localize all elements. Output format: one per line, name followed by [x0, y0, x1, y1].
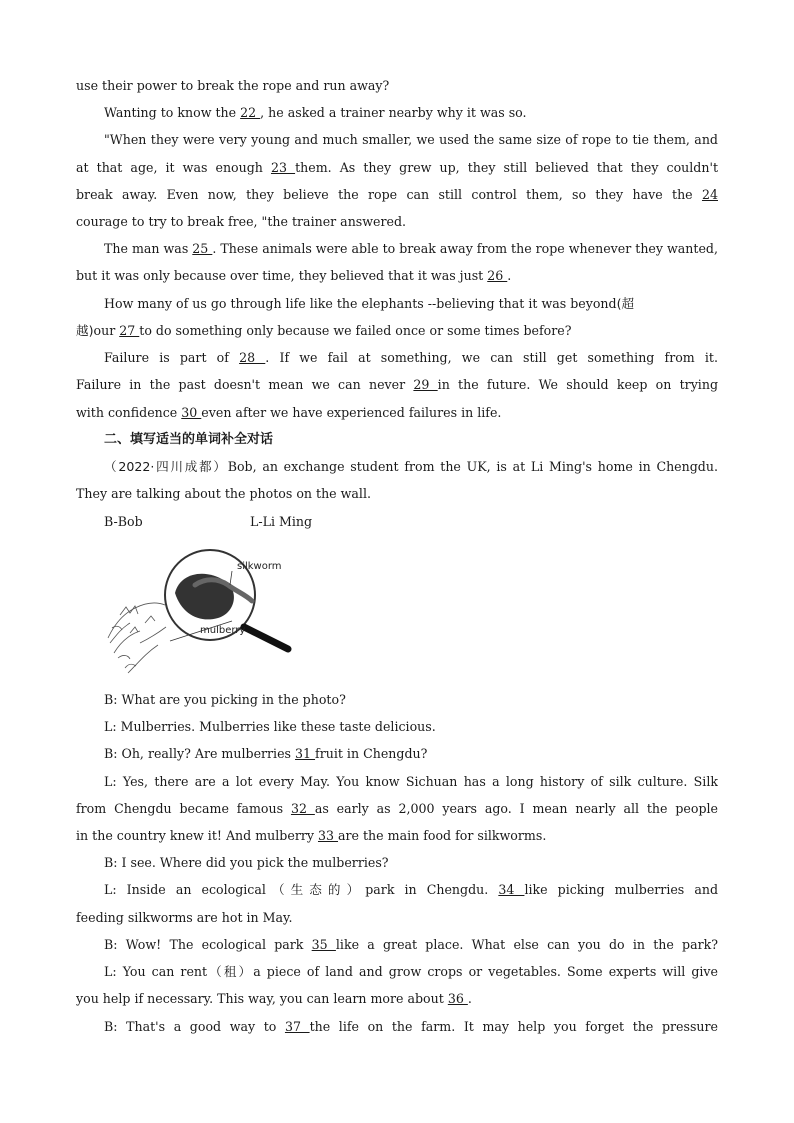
section-intro-2	[76, 486, 718, 502]
silkworm-label: silkworm	[237, 561, 282, 572]
magnifier-handle-icon	[244, 627, 288, 649]
dialogue-line-2	[104, 719, 718, 735]
blank-33[interactable]: 33	[317, 828, 339, 843]
text: are the main food for silkworms.	[338, 828, 547, 843]
silkworm-pointer	[230, 571, 232, 585]
text: B: What are you picking in the photo?	[104, 692, 346, 707]
text: even after we have experienced failures in life.	[201, 405, 502, 420]
text: （生态的）	[265, 882, 366, 897]
text: How many of us go through life like the elephants --believing that it was beyond	[104, 296, 617, 311]
blank-26[interactable]: 26	[487, 268, 508, 283]
text: park in Chengdu.	[365, 882, 499, 897]
passage-line-11	[104, 350, 718, 366]
dialogue-line-10	[104, 937, 718, 953]
blank-35[interactable]: 35	[311, 937, 336, 952]
dialogue-line-5	[76, 801, 718, 817]
passage-line-10	[76, 323, 718, 339]
blank-24[interactable]: 24	[701, 187, 718, 202]
text: a piece of land and grow crops or vegetables. Some experts will give	[253, 964, 718, 979]
dialogue-line-9	[76, 910, 718, 926]
text: , he asked a trainer nearby why it was so.	[260, 105, 527, 120]
text: (超	[616, 296, 635, 311]
blank-27[interactable]: 27	[119, 323, 140, 338]
text: the life on the farm. It may help you forget the pressure	[309, 1019, 718, 1034]
passage-line-1	[76, 78, 718, 94]
text: They are talking about the photos on the wall.	[76, 486, 371, 501]
text: them. As they grew up, they still believed that they couldn't	[295, 160, 718, 175]
text: Wanting to know the	[104, 105, 241, 120]
text: our	[93, 323, 120, 338]
blank-32[interactable]: 32	[290, 801, 315, 816]
blank-30[interactable]: 30	[181, 405, 202, 420]
text: courage to try to break free, "the trainer answered.	[76, 214, 407, 229]
passage-line-4	[76, 160, 718, 176]
text: like a great place. What else can you do in the park?	[335, 937, 718, 952]
text: B: Wow! The ecological park	[104, 937, 312, 952]
text: L: Mulberries. Mulberries like these taste delicious.	[104, 719, 436, 734]
text: Bob, an exchange student from the UK, is at Li Ming's home in Chengdu.	[227, 459, 718, 474]
text: at that age, it was enough	[76, 160, 271, 175]
blank-29[interactable]: 29	[413, 377, 438, 392]
text: B: That's a good way to	[104, 1019, 285, 1034]
blank-28[interactable]: 28	[239, 350, 266, 365]
text: Failure is part of	[104, 350, 240, 365]
text: The man was	[104, 241, 193, 256]
text: L: Inside an ecological	[104, 882, 266, 897]
passage-line-2	[104, 105, 718, 121]
section-intro-1	[104, 459, 718, 475]
text: like picking mulberries and	[524, 882, 718, 897]
passage-line-9	[104, 296, 718, 312]
dialogue-line-1	[104, 692, 718, 708]
text: B: I see. Where did you pick the mulberries?	[104, 855, 389, 870]
text: （2022·四川成都）	[104, 459, 228, 474]
passage-line-13	[76, 405, 718, 421]
text: . These animals were able to break away from the rope whenever they wanted,	[212, 241, 718, 256]
text: L: You can rent	[104, 964, 208, 979]
text: but it was only because over time, they believed that it was just	[76, 268, 488, 283]
text: from Chengdu became famous	[76, 801, 291, 816]
mulberry-branch-icon	[108, 603, 166, 673]
dialogue-line-8	[104, 882, 718, 898]
passage-line-6	[76, 214, 718, 230]
mulberry-label: mulberry	[200, 625, 246, 636]
dialogue-line-11	[104, 964, 718, 980]
dialogue-line-13	[104, 1019, 718, 1035]
text: . If we fail at something, we can still get something from it.	[265, 350, 718, 365]
blank-22[interactable]: 22	[240, 105, 261, 120]
text: break away. Even now, they believe the rope can still control them, so they have the	[76, 187, 702, 202]
blank-25[interactable]: 25	[192, 241, 213, 256]
text: L: Yes, there are a lot every May. You know Sichuan has a long history of silk culture. Silk	[104, 774, 718, 789]
passage-line-8	[76, 268, 718, 284]
text: 越)	[76, 323, 94, 338]
text: （租）	[207, 964, 254, 979]
dialogue-line-4	[104, 774, 718, 790]
blank-31[interactable]: 31	[295, 746, 316, 761]
blank-36[interactable]: 36	[447, 991, 468, 1006]
text: "When they were very young and much smaller, we used the same size of rope to tie them, and	[104, 132, 718, 147]
blank-34[interactable]: 34	[498, 882, 525, 897]
silkworm-mulberry-illustration	[100, 543, 300, 683]
dialogue-line-3	[104, 746, 718, 762]
passage-line-7	[104, 241, 718, 257]
section-heading: 二、填写适当的单词补全对话	[104, 432, 274, 447]
text: as early as 2,000 years ago. I mean nearly all the people	[314, 801, 718, 816]
text: you help if necessary. This way, you can learn more about	[76, 991, 448, 1006]
text: B: Oh, really? Are mulberries	[104, 746, 296, 761]
text: in the country knew it! And mulberry	[76, 828, 318, 843]
blank-23[interactable]: 23	[270, 160, 296, 175]
passage-line-3	[104, 132, 718, 148]
dialogue-line-12	[76, 991, 718, 1007]
text: Failure in the past doesn't mean we can never	[76, 377, 414, 392]
text: fruit in Chengdu?	[315, 746, 428, 761]
text: .	[507, 268, 512, 283]
text: feeding silkworms are hot in May.	[76, 910, 293, 925]
text: .	[467, 991, 472, 1006]
speaker-bob: B-Bob	[104, 514, 143, 529]
passage-line-12	[76, 377, 718, 393]
dialogue-line-6	[76, 828, 718, 844]
text: use their power to break the rope and run away?	[76, 78, 390, 93]
speaker-li-ming: L-Li Ming	[250, 514, 313, 529]
text: to do something only because we failed once or some times before?	[139, 323, 572, 338]
dialogue-line-7	[104, 855, 718, 871]
blank-37[interactable]: 37	[284, 1019, 310, 1034]
text: with confidence	[76, 405, 182, 420]
text: in the future. We should keep on trying	[437, 377, 718, 392]
passage-line-5	[76, 187, 718, 203]
